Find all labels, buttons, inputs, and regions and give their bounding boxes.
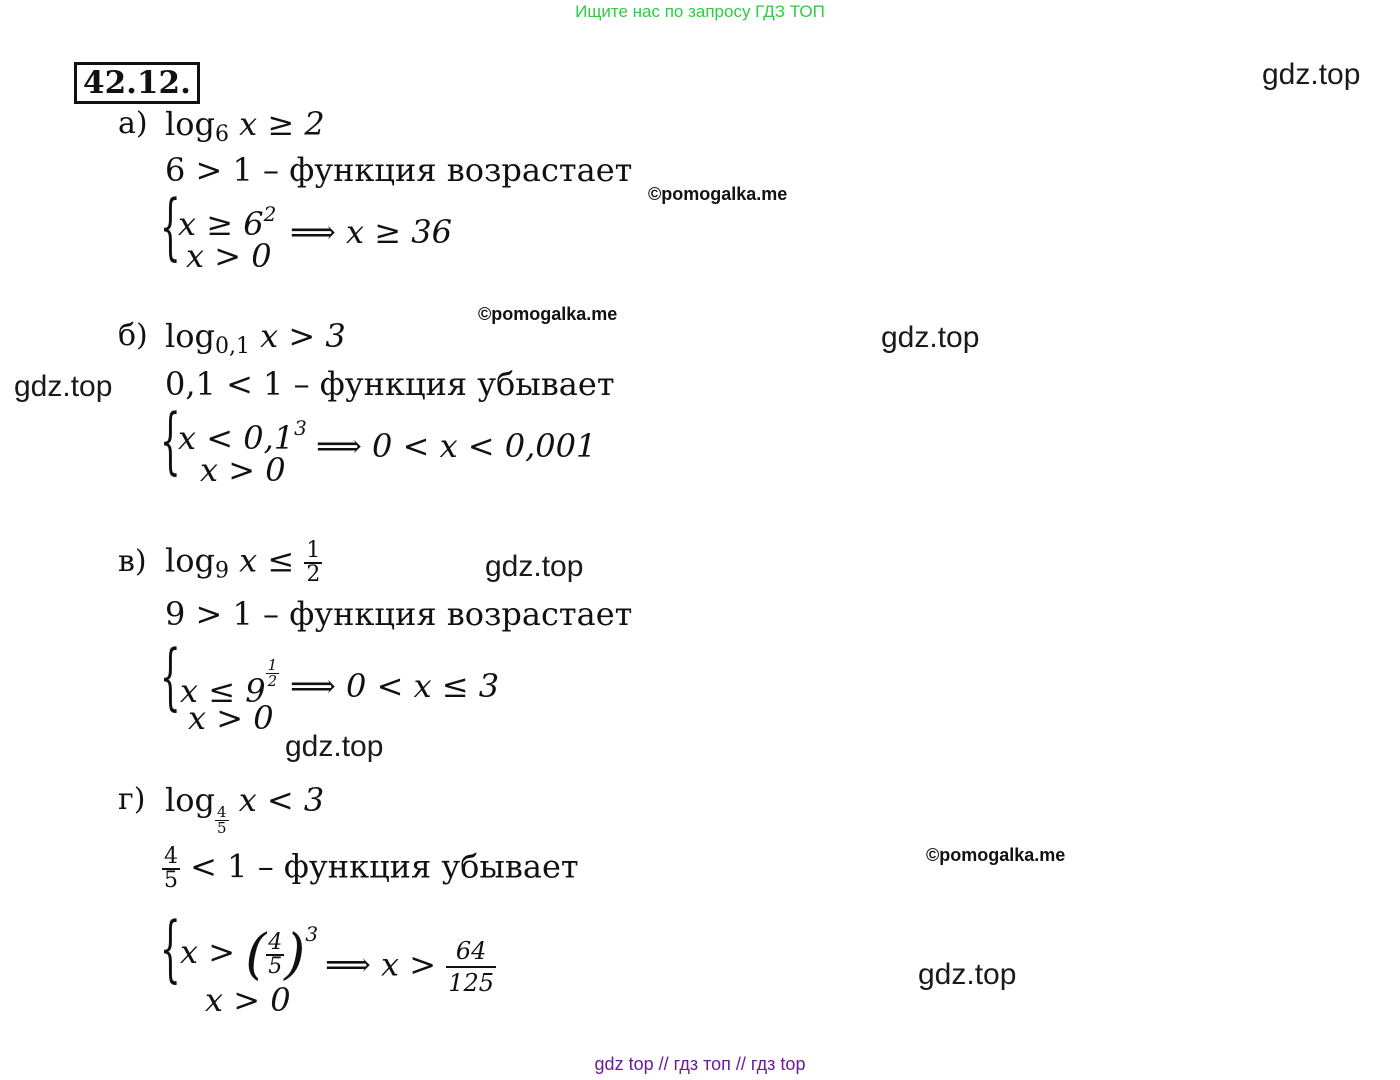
fraction-numerator: 1 — [306, 538, 321, 563]
fraction-denominator: 5 — [216, 819, 227, 837]
paren-open: ( — [245, 922, 267, 986]
part-c-result: ⟹ 0 < x ≤ 3 — [290, 667, 500, 705]
fraction-exponent — [266, 658, 280, 689]
system-brace: { — [160, 634, 181, 718]
part-a-result: ⟹ x ≥ 36 — [290, 213, 452, 251]
fraction — [162, 846, 180, 892]
fraction-base — [215, 805, 229, 836]
monotonic-text: < 1 – функция убывает — [190, 847, 579, 886]
watermark-gdz: gdz.top — [881, 321, 980, 354]
part-d-label: г) — [118, 782, 146, 817]
part-d-inequality: log $\frac{4}{5}$ x < 3 — [165, 781, 325, 837]
system-brace: { — [160, 906, 181, 990]
part-c-monotonic: 9 > 1 – функция возрастает — [165, 595, 633, 633]
watermark-gdz: gdz.top — [918, 958, 1017, 991]
fraction-denominator: 125 — [448, 969, 495, 997]
inequality-text: x ≤ — [239, 541, 295, 580]
fraction-denominator: 5 — [164, 868, 178, 893]
fraction — [266, 929, 284, 979]
fraction-numerator: 4 — [268, 929, 283, 955]
fraction-denominator: 2 — [267, 672, 278, 690]
result-text: ⟹ x > — [325, 945, 437, 984]
fraction — [304, 540, 322, 586]
inequality-text: x > 3 — [260, 317, 346, 355]
part-a-inequality: $\log_6 x \ge 2$ — [165, 105, 325, 147]
part-b-inequality: $\log_{0,1} x > 3$ — [165, 317, 346, 359]
fraction-numerator: 4 — [216, 803, 227, 821]
watermark-gdz: gdz.top — [485, 550, 584, 583]
part-a-system-line2: x > 0 — [186, 237, 272, 275]
part-c-label: в) — [118, 544, 147, 579]
exponent: 2 — [263, 202, 277, 226]
sys-text: x > — [180, 933, 236, 971]
sys-text: x < 0,1 — [178, 419, 295, 457]
fraction-denominator: 5 — [268, 953, 283, 979]
watermark-gdz: gdz.top — [14, 370, 113, 403]
part-d-system-line2: x > 0 — [205, 981, 291, 1019]
sys-text: x ≤ 9 — [180, 672, 266, 710]
fraction-numerator: 1 — [267, 656, 278, 674]
watermark-copyright: ©pomogalka.me — [478, 304, 618, 324]
part-d-result — [325, 936, 496, 998]
part-b-monotonic: 0,1 < 1 – функция убывает — [165, 365, 615, 403]
watermark-copyright: ©pomogalka.me — [648, 184, 788, 204]
watermark-gdz: gdz.top — [1262, 58, 1361, 91]
problem-number: 42.12. — [74, 62, 200, 104]
inequality-text: x < 3 — [238, 781, 325, 819]
inequality-text: x ≥ 2 — [239, 105, 325, 143]
part-b-label: б) — [118, 318, 148, 353]
part-c-system-line2: x > 0 — [188, 699, 274, 737]
system-brace: { — [160, 398, 181, 482]
exponent: 3 — [305, 922, 319, 946]
part-a-monotonic: 6 > 1 – функция возрастает — [165, 151, 633, 189]
search-banner: Ищите нас по запросу ГДЗ ТОП — [575, 2, 825, 21]
fraction-denominator: 2 — [306, 562, 321, 587]
fraction-numerator: 64 — [446, 936, 496, 968]
exponent: 3 — [294, 416, 307, 440]
part-a-label: а) — [118, 106, 148, 141]
system-brace: { — [160, 184, 181, 268]
log-base: 6 — [214, 122, 229, 147]
footer-links: gdz top // гдз топ // гдз top — [594, 1054, 806, 1074]
sys-text: x ≥ 6 — [178, 205, 264, 243]
part-c-inequality: $\log_9 x$ ≤ $\frac{1}{2}$ — [165, 538, 321, 587]
log-base: 9 — [214, 558, 229, 584]
part-b-result: ⟹ 0 < x < 0,001 — [316, 427, 597, 465]
paren-close: ) — [284, 922, 306, 986]
fraction-numerator: 4 — [164, 844, 178, 869]
fraction — [446, 936, 496, 998]
log-base: 0,1 — [214, 334, 250, 359]
part-b-system-line2: x > 0 — [200, 451, 286, 489]
watermark-gdz: gdz.top — [285, 730, 384, 763]
part-d-system-line1 — [180, 914, 319, 986]
part-d-monotonic — [162, 846, 579, 892]
watermark-copyright: ©pomogalka.me — [926, 845, 1066, 865]
